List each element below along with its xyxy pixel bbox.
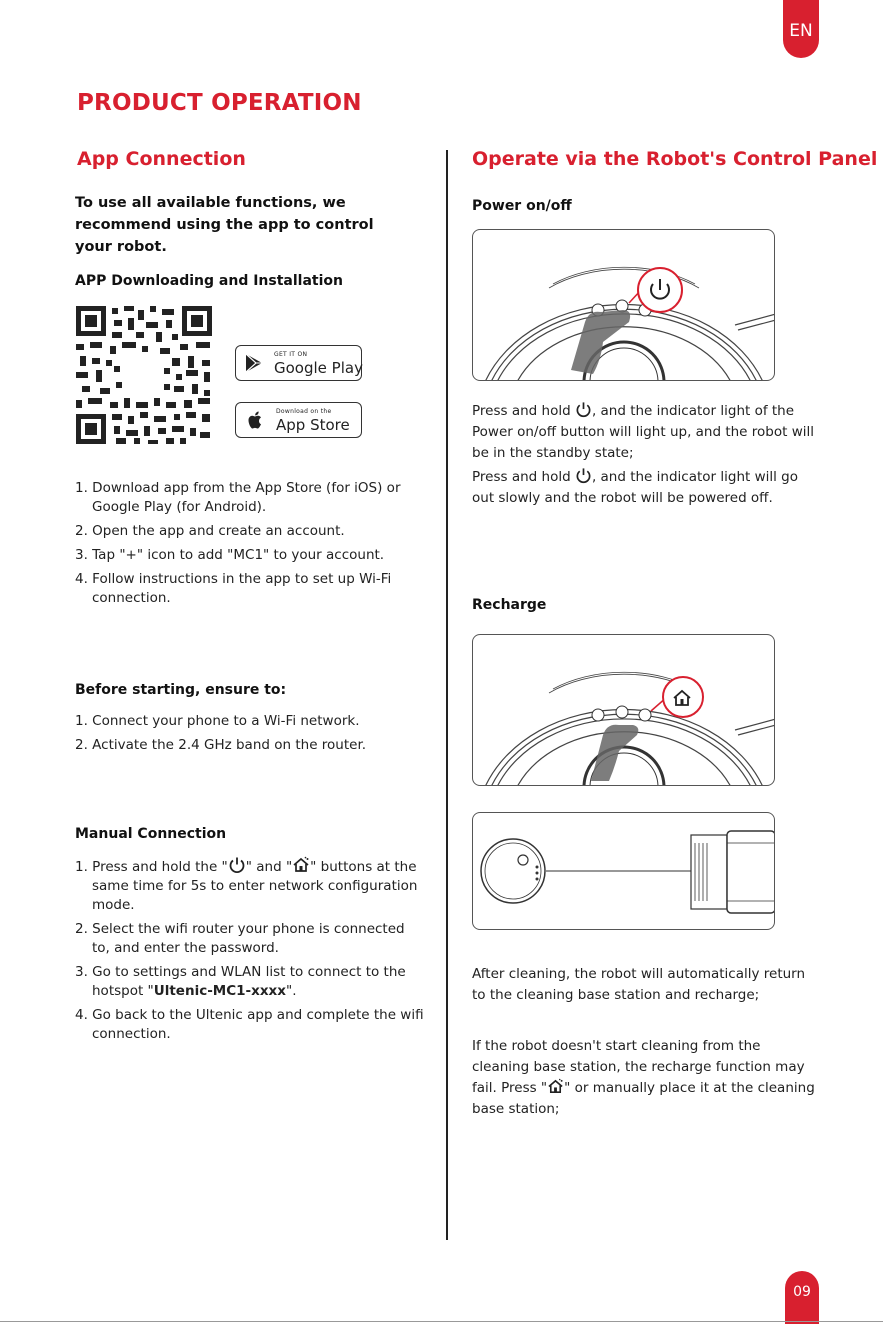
google-play-small-text: GET IT ON bbox=[274, 351, 308, 358]
app-store-button[interactable] bbox=[235, 402, 362, 438]
app-steps-list bbox=[75, 479, 420, 613]
manual-step3-c: ". bbox=[285, 983, 297, 999]
page-title: PRODUCT OPERATION bbox=[77, 90, 362, 116]
list-item: 3. Tap "+" icon to add "MC1" to your account. bbox=[75, 547, 385, 563]
manual-step1-b: " and " bbox=[245, 859, 293, 875]
power-p2-b: , and the indicator light will go out slowly and the robot will be powered off. bbox=[472, 469, 798, 506]
home-icon bbox=[547, 1078, 564, 1095]
manual-step3-a: 3. Go to settings and WLAN list to connect to the hotspot " bbox=[75, 964, 406, 999]
list-item: 1. Connect your phone to a Wi-Fi network. bbox=[75, 713, 360, 729]
robot-returns-to-base bbox=[473, 813, 775, 930]
list-item bbox=[75, 856, 425, 915]
list-item: 2. Open the app and create an account. bbox=[75, 523, 345, 539]
qr-code bbox=[76, 306, 212, 444]
before-steps-list bbox=[75, 712, 420, 760]
google-play-icon bbox=[245, 353, 263, 373]
list-item bbox=[75, 963, 425, 1001]
hotspot-name: Ultenic-MC1-xxxx bbox=[153, 983, 286, 999]
list-item: 4. Go back to the Ultenic app and complete the wifi connection. bbox=[75, 1007, 424, 1042]
page-number-tab: 09 bbox=[785, 1271, 819, 1324]
recharge-heading: Recharge bbox=[472, 597, 547, 613]
recharge-p2-a: If the robot doesn't start cleaning from the cleaning base station, the recharge function may fail. Press " bbox=[472, 1038, 805, 1096]
manual-step1-a: 1. Press and hold the " bbox=[75, 859, 228, 875]
list-item: 4. Follow instructions in the app to set up Wi-Fi connection. bbox=[75, 571, 392, 606]
power-icon bbox=[575, 401, 592, 418]
robot-base-illustration bbox=[472, 812, 775, 930]
column-divider bbox=[446, 150, 448, 1240]
power-p1-a: Press and hold bbox=[472, 403, 575, 419]
google-play-label: Google Play bbox=[274, 359, 363, 377]
apple-icon bbox=[246, 410, 264, 431]
manual-steps-list bbox=[75, 856, 425, 1049]
power-p1-b: , and the indicator light of the Power on/off button will light up, and the robot will be in the standby state; bbox=[472, 403, 815, 461]
google-play-button[interactable] bbox=[235, 345, 362, 381]
manual-heading: Manual Connection bbox=[75, 826, 227, 842]
app-store-label: App Store bbox=[276, 416, 350, 434]
home-icon bbox=[292, 856, 310, 874]
robot-top-view-power bbox=[473, 230, 775, 381]
power-icon bbox=[575, 467, 592, 484]
download-heading: APP Downloading and Installation bbox=[75, 273, 343, 289]
list-item: 2. Select the wifi router your phone is connected to, and enter the password. bbox=[75, 921, 405, 956]
app-connection-heading: App Connection bbox=[77, 148, 246, 170]
list-item: 1. Download app from the App Store (for iOS) or Google Play (for Android). bbox=[75, 480, 401, 515]
recharge-p2-b: " or manually place it at the cleaning base station; bbox=[472, 1080, 815, 1117]
recharge-illustration bbox=[472, 634, 775, 786]
language-tab: EN bbox=[783, 0, 819, 58]
recharge-text-2 bbox=[472, 1036, 817, 1120]
power-p2-a: Press and hold bbox=[472, 469, 575, 485]
bottom-rule bbox=[0, 1321, 883, 1322]
robot-top-view-home bbox=[473, 635, 775, 786]
intro-text: To use all available functions, we recommend using the app to control your robot. bbox=[75, 195, 374, 255]
power-illustration bbox=[472, 229, 775, 381]
before-heading: Before starting, ensure to: bbox=[75, 682, 287, 698]
manual-step1-c: " buttons at the same time for 5s to enter network configuration mode. bbox=[92, 859, 418, 913]
power-on-text bbox=[472, 401, 822, 464]
app-store-small-text: Download on the bbox=[276, 408, 332, 415]
power-off-text bbox=[472, 467, 822, 509]
recharge-text-1: After cleaning, the robot will automatically return to the cleaning base station and recharge; bbox=[472, 966, 806, 1003]
power-icon bbox=[228, 856, 246, 874]
control-panel-heading: Operate via the Robot's Control Panel bbox=[472, 148, 878, 170]
list-item: 2. Activate the 2.4 GHz band on the router. bbox=[75, 737, 367, 753]
power-heading: Power on/off bbox=[472, 198, 572, 214]
